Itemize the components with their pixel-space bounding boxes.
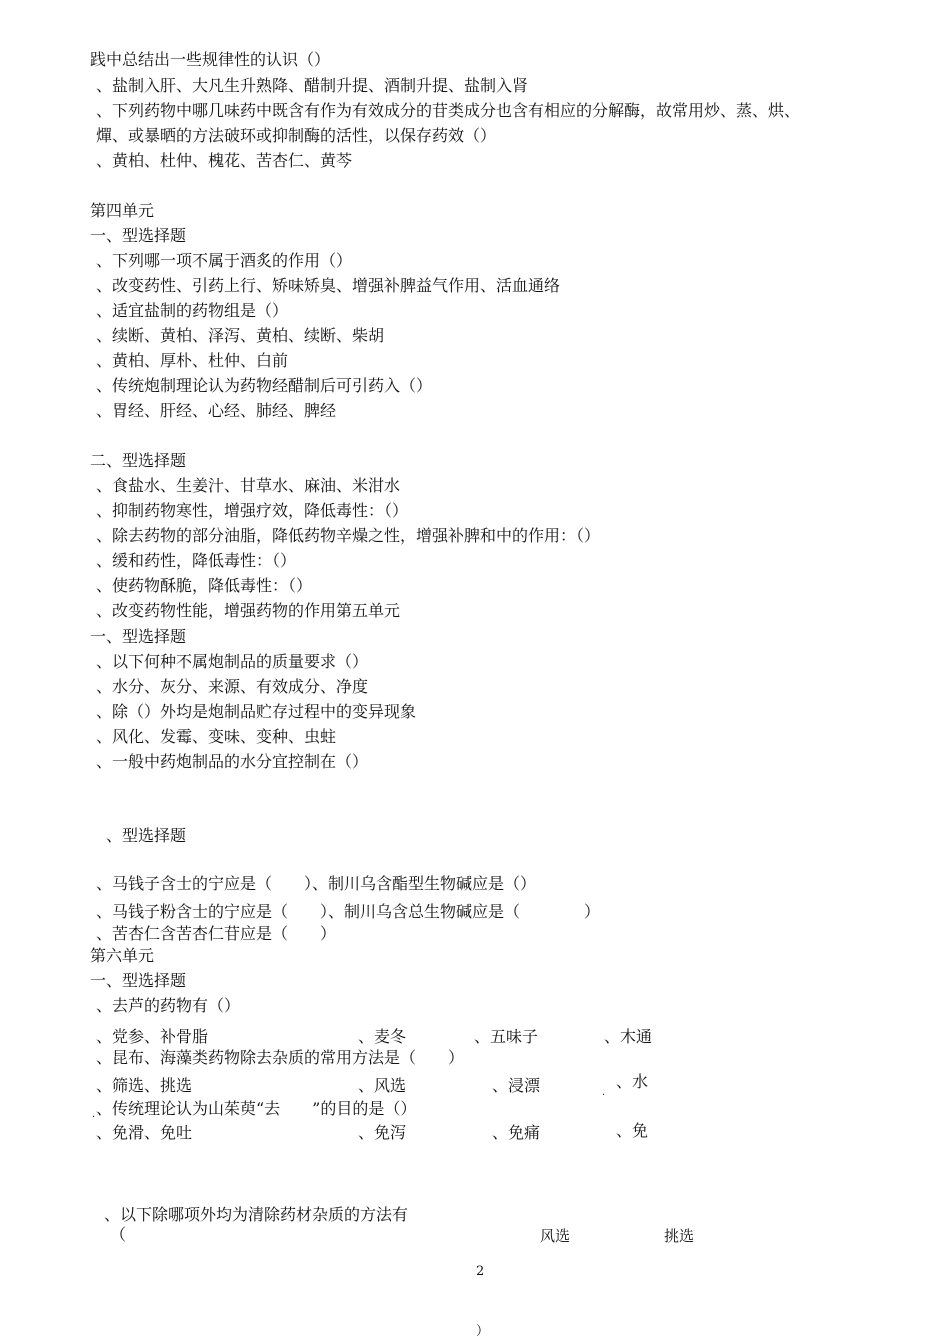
section-heading: 第六单元 xyxy=(90,946,155,965)
text-line: 燀、或暴晒的方法破环或抑制酶的活性，以保存药效（） xyxy=(96,126,497,145)
subsection-heading: 、型选择题 xyxy=(106,826,187,845)
option-item: 、免 xyxy=(616,1121,649,1140)
stray-mark: . xyxy=(92,1109,96,1120)
text-line: 、除去药物的部分油脂，降低药物辛燥之性，增强补脾和中的作用：（） xyxy=(96,526,601,545)
option-item: 、免泻 xyxy=(358,1123,407,1142)
option-item: 、风选 xyxy=(358,1076,407,1095)
text-line: 、改变药物性能，增强药物的作用第五单元 xyxy=(96,601,401,620)
option-item: 、木通 xyxy=(604,1027,653,1046)
text-line: 、一般中药炮制品的水分宜控制在（） xyxy=(96,752,369,771)
text-line: 、以下除哪项外均为清除药材杂质的方法有 xyxy=(104,1205,409,1224)
option-item: 、水 xyxy=(616,1072,649,1091)
option-item: 、五味子 xyxy=(474,1027,539,1046)
option-item: 、免滑、免吐 xyxy=(96,1123,193,1142)
section-heading: 第四单元 xyxy=(90,201,155,220)
text-line: 、适宜盐制的药物组是（） xyxy=(96,301,289,320)
clipped-text: 挑选 xyxy=(664,1227,695,1245)
option-item: 、免痛 xyxy=(492,1123,541,1142)
text-line: 、昆布、海藻类药物除去杂质的常用方法是（ ） xyxy=(96,1048,465,1067)
clipped-text: 风选 xyxy=(540,1227,571,1245)
text-line: 践中总结出一些规律性的认识（） xyxy=(90,50,331,69)
text-line: 、续断、黄柏、泽泻、黄柏、续断、柴胡 xyxy=(96,326,385,345)
text-line: 、抑制药物寒性，增强疗效，降低毒性：（） xyxy=(96,501,409,520)
text-line: 、下列药物中哪几味药中既含有作为有效成分的苷类成分也含有相应的分解酶，故常用炒、蒸、烘、 xyxy=(96,101,801,120)
text-line: 、盐制入肝、大凡生升熟降、醋制升提、酒制升提、盐制入肾 xyxy=(96,76,529,95)
text-line: 、以下何种不属炮制品的质量要求（） xyxy=(96,652,369,671)
subsection-heading: 一、型选择题 xyxy=(90,226,187,245)
text-line: 、使药物酥脆，降低毒性：（） xyxy=(96,576,313,595)
text-line: 、食盐水、生姜汁、甘草水、麻油、米泔水 xyxy=(96,476,401,495)
page-number: 2 xyxy=(476,1264,485,1279)
text-line: （ xyxy=(110,1225,127,1244)
text-line: 、胃经、肝经、心经、肺经、脾经 xyxy=(96,401,337,420)
text-line: 、黄柏、杜仲、槐花、苦杏仁、黄芩 xyxy=(96,151,353,170)
text-line: 、马钱子粉含士的宁应是（ ）、制川乌含总生物碱应是（ ） xyxy=(96,902,601,921)
text-line: 、改变药性、引药上行、矫味矫臭、增强补脾益气作用、活血通络 xyxy=(96,276,561,295)
stray-mark: . xyxy=(602,1087,606,1098)
text-line: 、传统炮制理论认为药物经醋制后可引药入（） xyxy=(96,376,433,395)
text-line: 、黄柏、厚朴、杜仲、白前 xyxy=(96,351,289,370)
subsection-heading: 一、型选择题 xyxy=(90,971,187,990)
text-line: 、马钱子含士的宁应是（ ）、制川乌含酯型生物碱应是（） xyxy=(96,874,537,893)
option-item: 、党参、补骨脂 xyxy=(96,1027,209,1046)
text-line: ） xyxy=(476,1324,490,1339)
text-line: 、苦杏仁含苦杏仁苷应是（ ） xyxy=(96,924,337,943)
text-line: 、缓和药性，降低毒性：（） xyxy=(96,551,297,570)
text-line: 、除（）外均是炮制品贮存过程中的变异现象 xyxy=(96,702,417,721)
text-line: 、传统理论认为山茱萸“去 ”的目的是（） xyxy=(96,1099,417,1118)
subsection-heading: 二、型选择题 xyxy=(90,451,187,470)
text-line: 、水分、灰分、来源、有效成分、净度 xyxy=(96,677,369,696)
option-item: 、麦冬 xyxy=(358,1027,407,1046)
option-item: 、浸漂 xyxy=(492,1076,541,1095)
text-line: 、去芦的药物有（） xyxy=(96,996,241,1015)
subsection-heading: 一、型选择题 xyxy=(90,627,187,646)
text-line: 、风化、发霉、变味、变种、虫蛀 xyxy=(96,727,337,746)
text-line: 、下列哪一项不属于酒炙的作用（） xyxy=(96,251,353,270)
option-item: 、筛选、挑选 xyxy=(96,1076,193,1095)
